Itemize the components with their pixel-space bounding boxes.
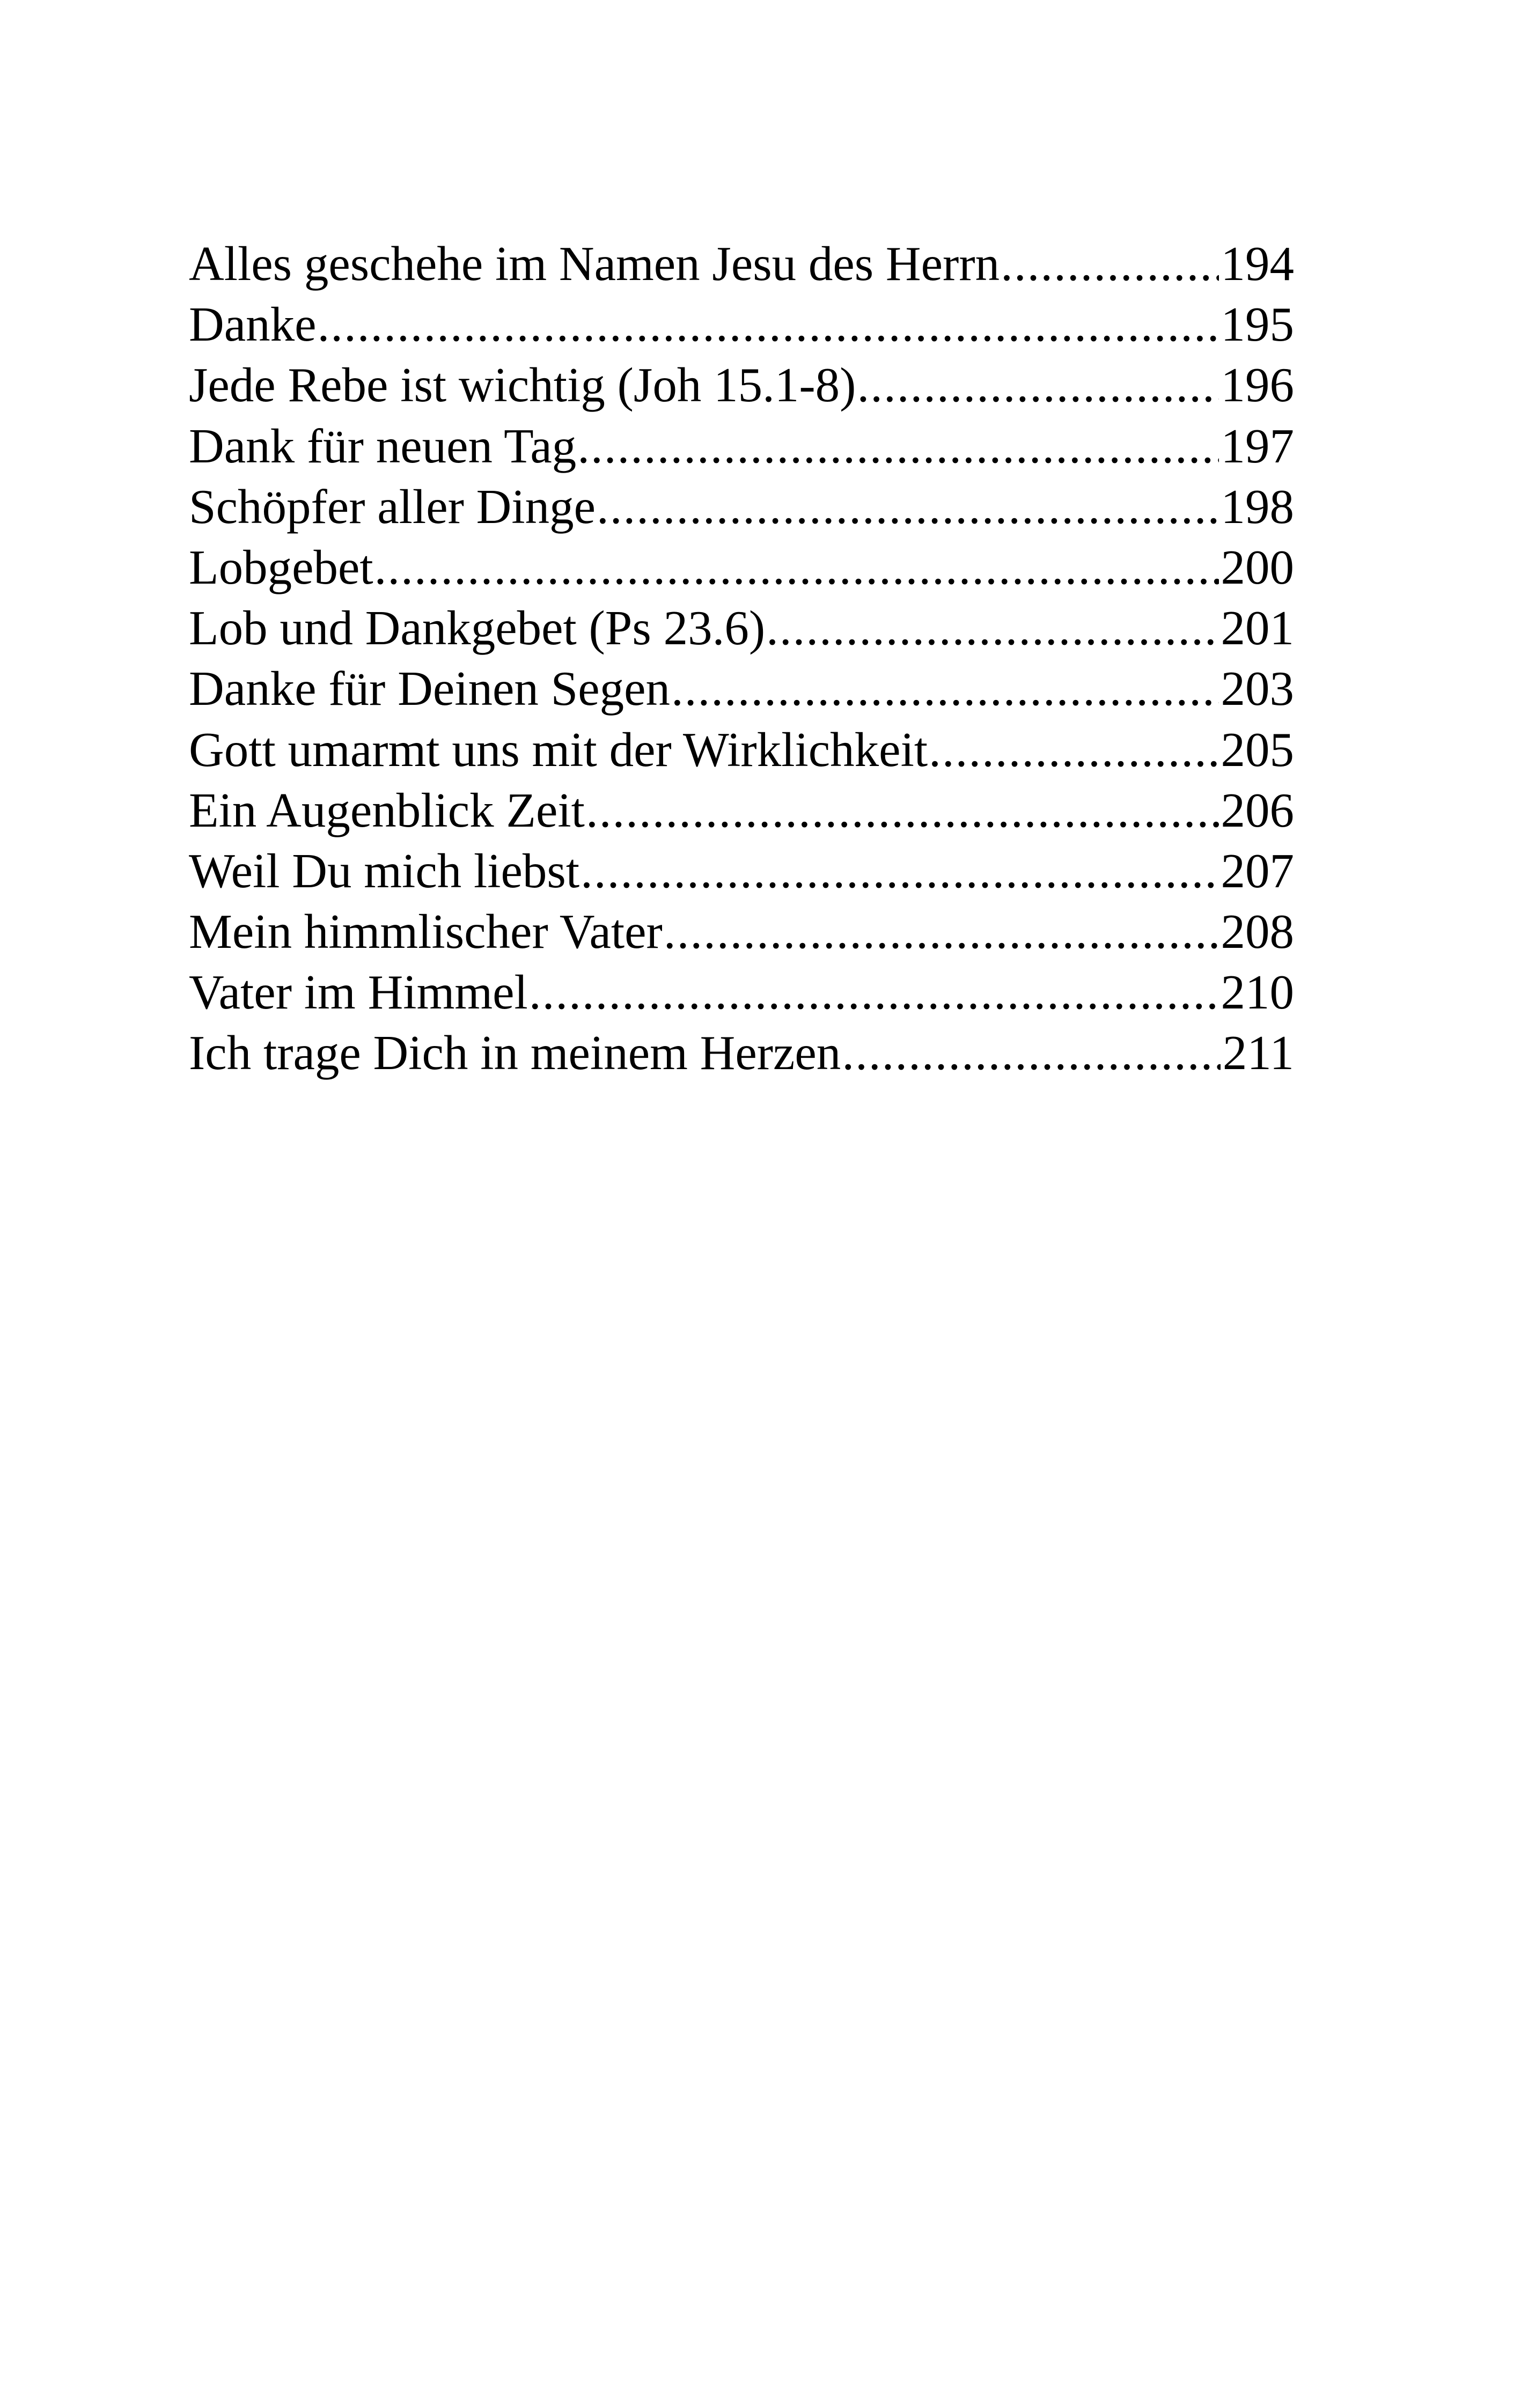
- dot-leader: [586, 780, 1219, 841]
- dot-leader: [664, 901, 1219, 962]
- toc-entry: [189, 1022, 1294, 1083]
- toc-entry-title: Danke für Deinen Segen: [189, 661, 671, 716]
- toc-entry: [189, 416, 1294, 476]
- toc-entry-page-number: 203: [1221, 661, 1294, 716]
- toc-entry-page-number: 198: [1221, 479, 1294, 534]
- dot-leader: [671, 658, 1218, 719]
- toc-entry: [189, 962, 1294, 1022]
- toc-entry: [189, 355, 1294, 415]
- dot-leader: [374, 537, 1219, 598]
- toc-entry-title: Dank für neuen Tag: [189, 418, 577, 473]
- toc-entry-title: Mein himmlischer Vater: [189, 904, 663, 959]
- toc-entry: [189, 719, 1294, 780]
- toc-entry-page-number: 195: [1221, 297, 1294, 352]
- toc-entry-page-number: 211: [1222, 1026, 1294, 1080]
- dot-leader: [766, 598, 1218, 658]
- dot-leader: [581, 841, 1218, 901]
- dot-leader: [597, 476, 1218, 537]
- toc-entry-title: Vater im Himmel: [189, 965, 528, 1020]
- dot-leader: [577, 416, 1218, 476]
- toc-entry-title: Alles geschehe im Namen Jesu des Herrn: [189, 237, 1000, 291]
- toc-entry-page-number: 197: [1221, 418, 1294, 473]
- toc-entry-title: Ich trage Dich in meinem Herzen: [189, 1026, 841, 1080]
- toc-entry-page-number: 196: [1221, 358, 1294, 413]
- toc-entry-page-number: 194: [1221, 237, 1294, 291]
- toc-entry-page-number: 200: [1221, 540, 1294, 594]
- toc-entry-page-number: 210: [1221, 965, 1294, 1020]
- toc-entry: [189, 841, 1294, 901]
- table-of-contents: [189, 233, 1294, 1084]
- toc-entry-page-number: 201: [1221, 601, 1294, 656]
- dot-leader: [857, 355, 1218, 415]
- toc-entry-page-number: 208: [1221, 904, 1294, 959]
- toc-entry: [189, 658, 1294, 719]
- toc-entry-title: Lob und Dankgebet (Ps 23.6): [189, 601, 766, 656]
- toc-entry: [189, 476, 1294, 537]
- toc-entry-title: Schöpfer aller Dinge: [189, 479, 596, 534]
- toc-entry-title: Lobgebet: [189, 540, 373, 594]
- dot-leader: [929, 719, 1218, 780]
- toc-entry-title: Gott umarmt uns mit der Wirklichkeit: [189, 722, 928, 777]
- toc-entry-title: Ein Augenblick Zeit: [189, 783, 585, 837]
- toc-entry: [189, 780, 1294, 841]
- dot-leader: [842, 1022, 1221, 1083]
- toc-entry-title: Weil Du mich liebst: [189, 843, 580, 898]
- toc-entry: [189, 537, 1294, 598]
- toc-entry-page-number: 207: [1221, 843, 1294, 898]
- toc-entry-title: Jede Rebe ist wichtig (Joh 15.1-8): [189, 358, 856, 413]
- toc-entry: [189, 294, 1294, 355]
- toc-entry: [189, 901, 1294, 962]
- toc-entry: [189, 598, 1294, 658]
- toc-entry-title: Danke: [189, 297, 317, 352]
- dot-leader: [529, 962, 1219, 1022]
- toc-entry: [189, 233, 1294, 294]
- toc-entry-page-number: 205: [1221, 722, 1294, 777]
- toc-entry-page-number: 206: [1221, 783, 1294, 837]
- dot-leader: [1001, 233, 1218, 294]
- dot-leader: [318, 294, 1219, 355]
